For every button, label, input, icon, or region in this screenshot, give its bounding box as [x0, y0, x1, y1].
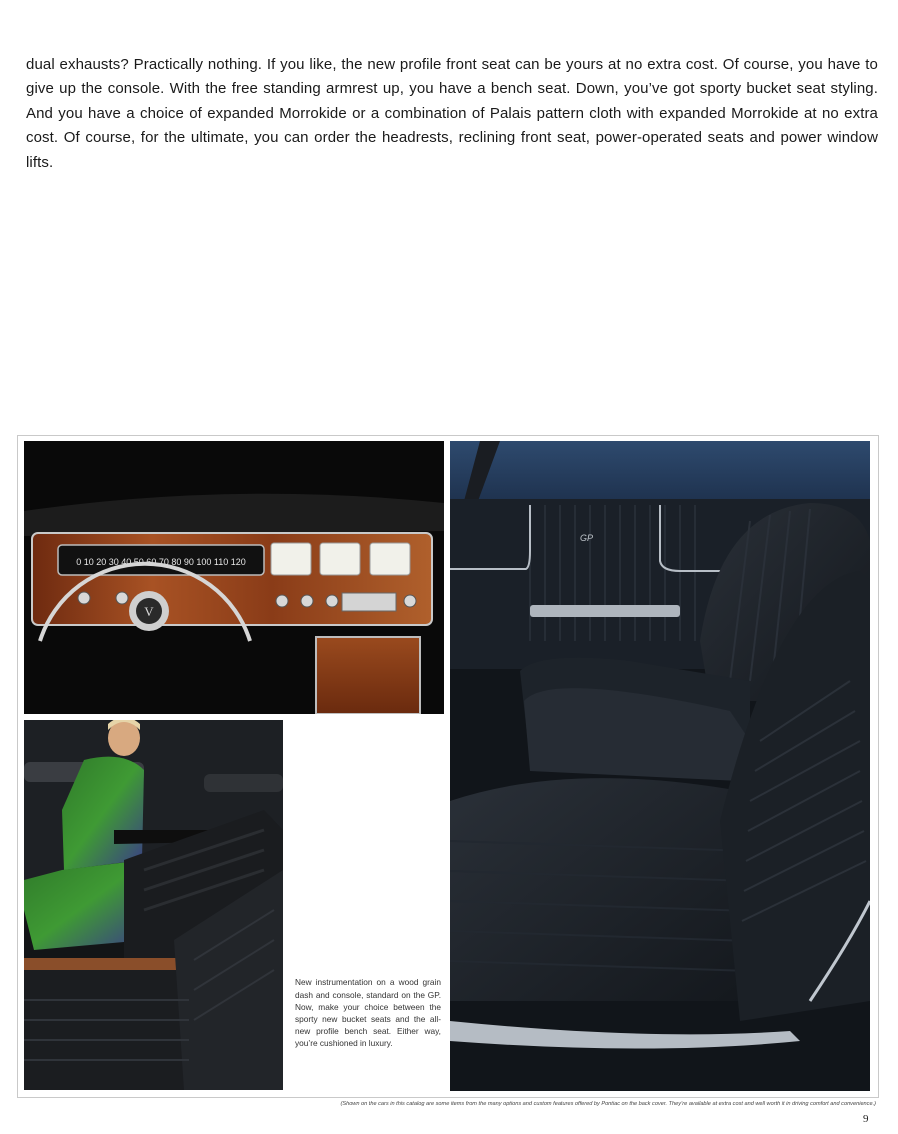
bucket-seat-photo [24, 720, 283, 1090]
dashboard-photo [24, 441, 444, 714]
gp-door-emblem: GP [580, 533, 594, 543]
page-number: 9 [863, 1113, 869, 1125]
body-paragraph: dual exhausts? Practically nothing. If you like, the new profile front seat can be yours at no extra cost. Of course, you have to give up the console. With the free standing armrest up, you have a bench seat. Down, you’ve got sporty bucket seat styling. And you have a choice of expanded Morrokide or a combination of Palais pattern cloth with expanded Morrokide at no extra cost. Of course, for the ultimate, you can order the headrests, reclining front seat, power-operated seats and power window lifts. [26, 56, 878, 171]
speedometer-scale: 0 10 20 30 40 50 60 70 80 90 100 110 120 [76, 557, 246, 567]
interior-seat-photo [450, 441, 870, 1091]
photo-caption: New instrumentation on a wood grain dash and console, standard on the GP. Now, make your choice between the sporty new bucket seats and the all-new profile bench seat. Either way, you’re cushioned in luxury. [295, 977, 441, 1049]
svg-text:V: V [144, 604, 154, 619]
footnote: (Shown on the cars in this catalog are some items from the many options and custom features offered by Pontiac on the back cover. They’re available at extra cost and well worth it in driving comfort and convenience.) [340, 1101, 876, 1107]
